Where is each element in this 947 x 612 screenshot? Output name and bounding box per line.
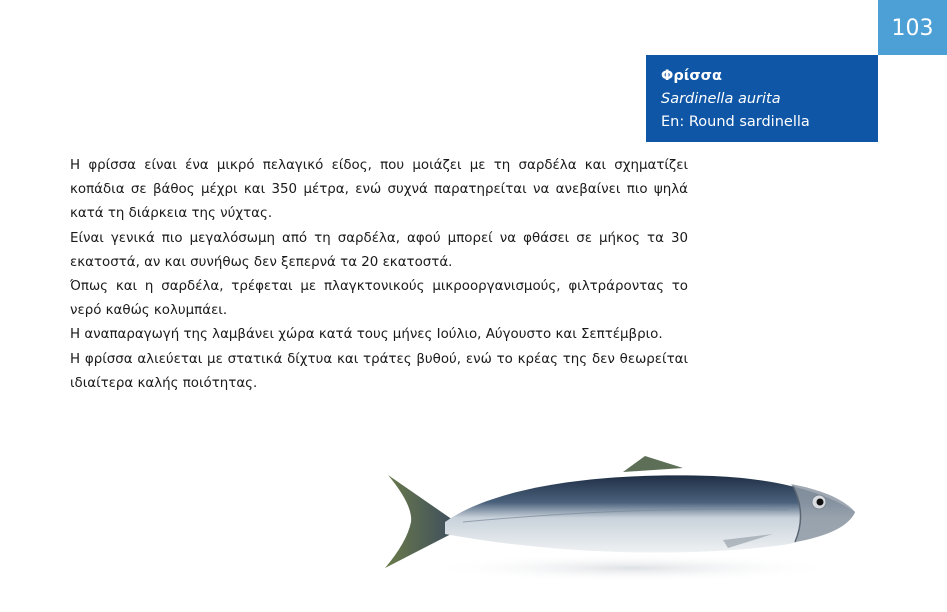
paragraph-fishing: Η φρίσσα αλιεύεται με στατικά δίχτυα και τράτες βυθού, ενώ το κρέας της δεν θεωρείται ιδιαίτερα καλής ποιότητας. [70,351,688,391]
paragraph-reproduction: Η αναπαραγωγή της λαμβάνει χώρα κατά τους μήνες Ιούλιο, Αύγουστο και Σεπτέμβριο. [70,327,663,343]
page-number: 103 [878,0,947,55]
species-latin-name: Sardinella aurita [661,91,781,107]
fish-pupil [817,499,824,506]
fish-tail [385,475,455,568]
fish-dorsal-fin [623,456,683,472]
sardinella-fish-illustration [383,450,863,585]
species-greek-name: Φρίσσα [661,68,722,84]
species-english-name: En: Round sardinella [661,114,810,130]
paragraph-size: Είναι γενικά πιο μεγαλόσωμη από τη σαρδέλα, αφού μπορεί να φθάσει σε μήκος τα 30 εκατοστά, αν και συνήθως δεν ξεπερνά τα 20 εκατοστά. [70,230,688,270]
species-description [70,154,688,396]
paragraph-feeding: Όπως και η σαρδέλα, τρέφεται με πλαγκτονικούς μικροοργανισμούς, φιλτράροντας το νερό καθώς κολυμπάει. [70,279,688,319]
species-info-box [646,55,878,142]
fish-shadow [423,554,843,582]
paragraph-habitat: Η φρίσσα είναι ένα μικρό πελαγικό είδος, που μοιάζει με τη σαρδέλα και σχηματίζει κοπάδια σε βάθος μέχρι και 350 μέτρα, ενώ συχνά παρατηρείται να ανεβαίνει πιο ψηλά κατά τη διάρκεια της νύχτας. [70,158,688,222]
